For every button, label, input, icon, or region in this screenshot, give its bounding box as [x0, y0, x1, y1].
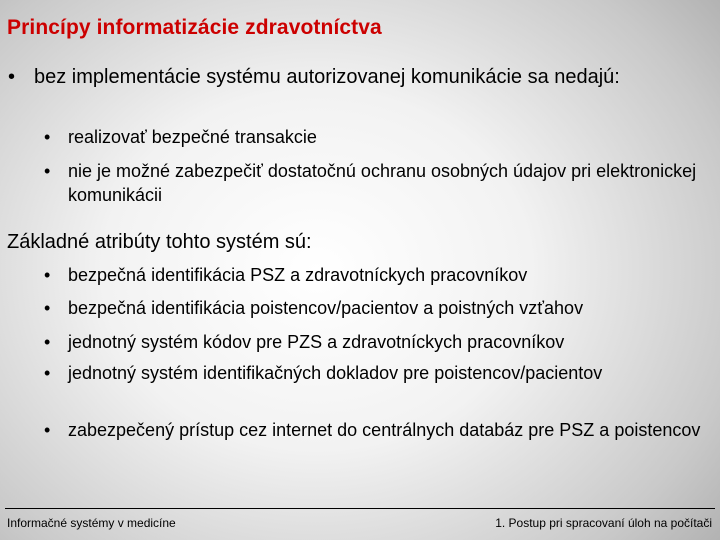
footer-lecture-title: 1. Postup pri spracovaní úloh na počítači — [495, 516, 712, 530]
sub-bullet-text: nie je možné zabezpečiť dostatočnú ochranu osobných údajov pri elektronickej komunikácii — [68, 161, 697, 205]
attribute-text: zabezpečený prístup cez internet do centrálnych databáz pre PSZ a poistencov — [68, 420, 701, 440]
bullet-icon: • — [44, 161, 51, 181]
main-bullet-text: bez implementácie systému autorizovanej komunikácie sa nedajú: — [34, 66, 620, 88]
footer-course-title: Informačné systémy v medicíne — [7, 516, 176, 530]
attribute-text: bezpečná identifikácia poistencov/pacientov a poistných vzťahov — [68, 298, 584, 318]
bullet-icon: • — [8, 66, 16, 88]
bullet-icon: • — [44, 420, 51, 440]
main-bullet — [8, 64, 708, 90]
bullet-icon: • — [44, 265, 51, 285]
attribute-text: bezpečná identifikácia PSZ a zdravotníckych pracovníkov — [68, 265, 528, 285]
bullet-icon: • — [44, 332, 51, 352]
attribute-text: jednotný systém identifikačných dokladov pre poistencov/pacientov — [68, 363, 603, 383]
footer-divider — [5, 508, 715, 509]
attribute-item — [44, 263, 714, 287]
attribute-item — [44, 330, 714, 354]
attribute-text: jednotný systém kódov pre PZS a zdravotníckych pracovníkov — [68, 332, 565, 352]
bullet-icon: • — [44, 363, 51, 383]
sub-bullet — [44, 125, 708, 149]
attributes-heading: Základné atribúty tohto systém sú: — [7, 231, 312, 253]
bullet-icon: • — [44, 127, 51, 147]
slide-title: Princípy informatizácie zdravotníctva — [7, 16, 382, 39]
sub-bullet-text: realizovať bezpečné transakcie — [68, 127, 317, 147]
attribute-item — [44, 418, 714, 442]
sub-bullet — [44, 159, 708, 207]
attribute-item — [44, 296, 714, 320]
bullet-icon: • — [44, 298, 51, 318]
attribute-item — [44, 361, 714, 385]
